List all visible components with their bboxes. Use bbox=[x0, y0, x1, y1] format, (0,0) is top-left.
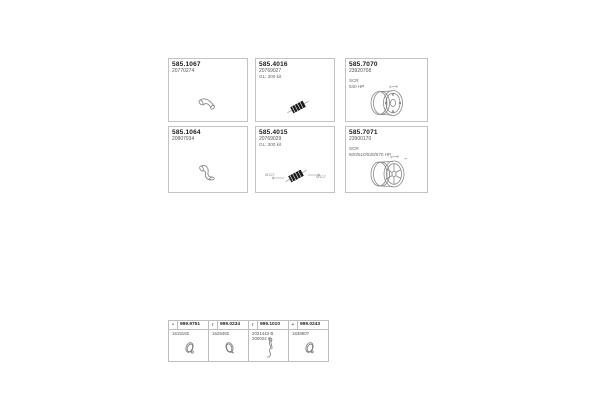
bent-pipe-drawing bbox=[193, 93, 225, 115]
accessory-header bbox=[209, 321, 248, 330]
accessory-header bbox=[249, 321, 288, 330]
dimension-label: Ø127 bbox=[316, 174, 326, 179]
accessory-cell[interactable] bbox=[168, 320, 209, 362]
oe-number: 23900170 bbox=[349, 136, 372, 142]
oe-number: 23920708 bbox=[349, 68, 372, 74]
oe-number: 20769029 bbox=[259, 136, 282, 142]
bent-pipe-drawing bbox=[193, 160, 225, 184]
clamp-ring-drawing bbox=[182, 339, 198, 357]
part-number: 585.1067 bbox=[172, 61, 201, 68]
accessory-ref: 1619192 bbox=[172, 331, 190, 336]
part-number: 585.4016 bbox=[259, 61, 288, 68]
hanger-strap-drawing bbox=[263, 337, 277, 359]
accessory-part-number: 999.0243 bbox=[300, 322, 321, 327]
part-cell[interactable] bbox=[255, 58, 335, 122]
accessory-symbol: + bbox=[289, 321, 298, 329]
accessory-symbol: r bbox=[249, 321, 258, 329]
accessory-header bbox=[169, 321, 208, 330]
part-cell[interactable] bbox=[168, 126, 248, 193]
part-note: GL: 300 kit bbox=[259, 74, 282, 79]
accessory-part-number: 999.9751 bbox=[180, 322, 201, 327]
part-note: SCR bbox=[349, 78, 359, 83]
accessory-ref: 2021443 B bbox=[252, 331, 274, 336]
part-cell[interactable] bbox=[345, 126, 428, 193]
oe-number: 20770274 bbox=[172, 68, 195, 74]
accessory-header bbox=[289, 321, 328, 330]
flex-section-dimensioned-drawing bbox=[270, 166, 322, 186]
accessory-symbol: r bbox=[209, 321, 218, 329]
part-cell[interactable] bbox=[168, 58, 248, 122]
part-note: 540 HP bbox=[349, 83, 365, 89]
accessory-cell[interactable] bbox=[248, 320, 289, 362]
accessory-ref: 200024 C bbox=[252, 336, 272, 341]
clamp-ring-drawing bbox=[302, 339, 318, 357]
accessory-ref: 1639907 bbox=[292, 331, 310, 336]
clamp-ring-drawing bbox=[222, 339, 238, 357]
part-cell[interactable] bbox=[255, 126, 335, 193]
accessory-ref: 1629492 bbox=[212, 331, 230, 336]
accessory-part-number: 999.0234 bbox=[220, 322, 241, 327]
oe-number: 20769027 bbox=[259, 68, 282, 74]
part-cell[interactable] bbox=[345, 58, 428, 122]
part-number: 585.7070 bbox=[349, 61, 378, 68]
part-number: 585.1064 bbox=[172, 129, 201, 136]
part-number: 585.7071 bbox=[349, 129, 378, 136]
part-number: 585.4015 bbox=[259, 129, 288, 136]
silencer-drum-drawing bbox=[364, 84, 412, 120]
part-note: 500/510/530/570 HP bbox=[349, 151, 392, 157]
oe-number: 20807934 bbox=[172, 136, 195, 142]
part-note: SCR bbox=[349, 146, 359, 151]
silencer-drum-spoked-drawing bbox=[364, 153, 414, 191]
accessory-symbol: • bbox=[169, 321, 178, 329]
accessory-cell[interactable] bbox=[208, 320, 249, 362]
dimension-label: Ø127 bbox=[265, 172, 275, 177]
part-note: GL: 300 kit bbox=[259, 142, 282, 147]
flex-section-drawing bbox=[284, 98, 312, 116]
accessory-part-number: 999.1010 bbox=[260, 322, 281, 327]
accessory-cell[interactable] bbox=[288, 320, 329, 362]
